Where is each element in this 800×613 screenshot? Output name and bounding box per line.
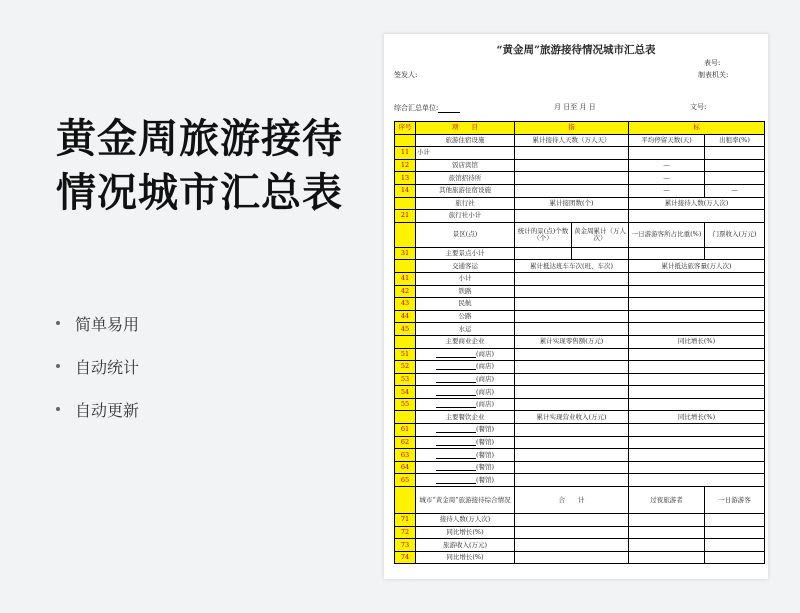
table-cell: 水运 (416, 323, 515, 336)
row-number-cell (395, 197, 416, 210)
table-cell (515, 398, 629, 411)
table-cell: 累计接待人数(万人次) (629, 197, 765, 210)
table-cell: 过夜旅游者 (629, 487, 705, 514)
table-cell (629, 436, 765, 449)
table-cell (515, 551, 629, 564)
table-cell (515, 539, 629, 552)
header-no: 序号 (395, 122, 416, 135)
row-number-cell (395, 335, 416, 348)
table-cell (515, 184, 629, 197)
table-cell: 交通客运 (416, 260, 515, 273)
section-header-row (395, 134, 765, 147)
table-cell (629, 474, 765, 487)
section-header-row (395, 335, 765, 348)
table-cell (629, 539, 705, 552)
table-cell (515, 361, 629, 374)
row-number-cell: 63 (395, 449, 416, 462)
table-cell (629, 424, 765, 437)
table-cell (629, 361, 765, 374)
table-cell (515, 247, 572, 260)
table-cell: — (705, 184, 765, 197)
table-cell: 饭店宾馆 (416, 159, 515, 172)
table-cell (629, 298, 765, 311)
header-indicator-2: 标 (629, 122, 765, 135)
feature-list (56, 312, 139, 441)
table-cell (572, 247, 629, 260)
signer-label: 签发人: (394, 71, 418, 79)
table-cell (515, 285, 629, 298)
row-number-cell: 62 (395, 436, 416, 449)
section-header-row (395, 222, 765, 247)
table-row (395, 147, 765, 160)
table-row (395, 461, 765, 474)
table-cell (705, 514, 765, 527)
feature-item (56, 398, 139, 420)
table-row (395, 474, 765, 487)
table-cell (515, 348, 629, 361)
table-cell: 主要餐饮企业 (416, 411, 515, 424)
table-row (395, 424, 765, 437)
table-row (395, 526, 765, 539)
table-cell: 景区(点) (416, 222, 515, 247)
section-header-row (395, 260, 765, 273)
row-number-cell: 42 (395, 285, 416, 298)
table-row (395, 159, 765, 172)
table-cell (515, 449, 629, 462)
form-number-label: 表号: (704, 59, 721, 67)
row-number-cell: 21 (395, 210, 416, 223)
row-number-cell (395, 411, 416, 424)
table-row (395, 323, 765, 336)
table-cell: 小计 (416, 272, 515, 285)
row-number-cell: 71 (395, 514, 416, 527)
table-cell (705, 172, 765, 185)
table-cell: 城市“黄金周”旅游接待综合情况 (416, 487, 515, 514)
table-row (395, 449, 765, 462)
doc-number-label: 文号: (690, 103, 707, 111)
table-cell (515, 373, 629, 386)
table-cell: 一日游游客 (705, 487, 765, 514)
table-cell (629, 551, 705, 564)
table-cell (515, 272, 629, 285)
table-row (395, 348, 765, 361)
feature-item (56, 312, 139, 334)
feature-label: 自动更新 (75, 400, 140, 420)
table-cell: 平均停留天数(天) (629, 134, 705, 147)
table-cell: 累计抵达班车车次(班、车次) (515, 260, 629, 273)
table-cell: 小计 (416, 147, 515, 160)
row-number-cell: 41 (395, 272, 416, 285)
page-title (56, 112, 343, 220)
table-cell: 旅行社小计 (416, 210, 515, 223)
feature-label: 简单易用 (75, 314, 140, 334)
table-row (395, 184, 765, 197)
table-cell (629, 526, 705, 539)
table-cell (629, 398, 765, 411)
row-number-cell: 13 (395, 172, 416, 185)
row-number-cell: 54 (395, 386, 416, 399)
row-number-cell: 44 (395, 310, 416, 323)
table-cell (629, 514, 705, 527)
table-cell (629, 461, 765, 474)
table-cell: (餐馆) (416, 424, 515, 437)
feature-label: 自动统计 (75, 357, 140, 377)
table-cell: (餐馆) (416, 474, 515, 487)
table-cell: 累计实现零售额(万元) (515, 335, 629, 348)
table-cell (515, 172, 629, 185)
table-cell (515, 474, 629, 487)
table-row (395, 310, 765, 323)
table-cell (515, 210, 629, 223)
table-cell: 旅行社 (416, 197, 515, 210)
section-header-row (395, 487, 765, 514)
table-row (395, 285, 765, 298)
table-cell: 累计实现营业收入(万元) (515, 411, 629, 424)
header-indicator-1: 指 (515, 122, 629, 135)
feature-item (56, 355, 139, 377)
table-cell: 累计接待人天数（万人天） (515, 134, 629, 147)
table-cell (515, 526, 629, 539)
table-cell: (商店) (416, 348, 515, 361)
table-cell: 旅游收入(万元) (416, 539, 515, 552)
table-cell (705, 159, 765, 172)
table-cell: 接待人数(万人次) (416, 514, 515, 527)
date-label: 月 日至 月 日 (554, 103, 596, 111)
summary-table (394, 121, 765, 564)
table-row (395, 172, 765, 185)
table-cell (629, 348, 765, 361)
table-row (395, 298, 765, 311)
title-line-1: 黄金周旅游接待 (56, 116, 343, 162)
table-cell (705, 247, 765, 260)
table-cell: 旅游住宿设施 (416, 134, 515, 147)
row-number-cell (395, 487, 416, 514)
document-preview (384, 34, 768, 579)
table-cell (629, 323, 765, 336)
row-number-cell (395, 260, 416, 273)
table-cell: 出租率(%) (705, 134, 765, 147)
row-number-cell: 72 (395, 526, 416, 539)
table-row (395, 551, 765, 564)
row-number-cell: 31 (395, 247, 416, 260)
table-cell: (商店) (416, 386, 515, 399)
table-cell (705, 147, 765, 160)
table-cell (629, 210, 765, 223)
table-cell: — (629, 184, 705, 197)
bullet-dot-icon (56, 407, 60, 411)
bullet-dot-icon (56, 364, 60, 368)
table-cell: (餐馆) (416, 436, 515, 449)
row-number-cell: 55 (395, 398, 416, 411)
table-cell (515, 159, 629, 172)
table-row (395, 398, 765, 411)
table-row (395, 386, 765, 399)
table-cell (629, 247, 705, 260)
table-cell: 旅馆招待所 (416, 172, 515, 185)
table-cell: 其他旅游住宿设施 (416, 184, 515, 197)
bullet-dot-icon (56, 321, 60, 325)
table-cell: 同比增长(%) (416, 526, 515, 539)
table-row (395, 436, 765, 449)
header-item: 项 目 (416, 122, 515, 135)
row-number-cell: 64 (395, 461, 416, 474)
title-line-2: 情况城市汇总表 (56, 170, 343, 216)
row-number-cell: 52 (395, 361, 416, 374)
table-header-row (395, 122, 765, 135)
authority-label: 制表机关: (698, 71, 729, 79)
table-row (395, 210, 765, 223)
table-row (395, 361, 765, 374)
table-cell (515, 310, 629, 323)
table-cell (629, 449, 765, 462)
table-cell: 统计的景(点)个数（个） (515, 222, 572, 247)
table-cell (515, 147, 629, 160)
table-row (395, 272, 765, 285)
table-cell (705, 551, 765, 564)
table-cell: — (629, 172, 705, 185)
table-row (395, 514, 765, 527)
table-cell: 民航 (416, 298, 515, 311)
table-row (395, 373, 765, 386)
table-cell: 同比增长(%) (629, 411, 765, 424)
table-cell (515, 298, 629, 311)
row-number-cell: 53 (395, 373, 416, 386)
row-number-cell: 65 (395, 474, 416, 487)
table-cell (629, 272, 765, 285)
table-cell: 主要景点小计 (416, 247, 515, 260)
table-cell: — (629, 159, 705, 172)
table-cell: (餐馆) (416, 449, 515, 462)
table-cell: 累计接团数(个) (515, 197, 629, 210)
table-row (395, 247, 765, 260)
row-number-cell: 12 (395, 159, 416, 172)
table-cell: 公路 (416, 310, 515, 323)
table-cell: 铁路 (416, 285, 515, 298)
table-cell (515, 386, 629, 399)
row-number-cell: 51 (395, 348, 416, 361)
table-cell (705, 539, 765, 552)
row-number-cell: 11 (395, 147, 416, 160)
row-number-cell: 61 (395, 424, 416, 437)
unit-label: 综合汇总单位: (394, 103, 460, 113)
table-cell: 一日游游客所占比重(%) (629, 222, 705, 247)
table-cell (629, 147, 705, 160)
table-cell: 门票收入(万元) (705, 222, 765, 247)
table-row (395, 539, 765, 552)
row-number-cell (395, 222, 416, 247)
table-cell (515, 323, 629, 336)
row-number-cell: 73 (395, 539, 416, 552)
table-cell: (商店) (416, 373, 515, 386)
table-cell (515, 514, 629, 527)
document-title: “黄金周”旅游接待情况城市汇总表 (496, 44, 656, 56)
table-cell: (餐馆) (416, 461, 515, 474)
table-cell: (商店) (416, 361, 515, 374)
row-number-cell (395, 134, 416, 147)
table-cell (629, 386, 765, 399)
table-cell (515, 461, 629, 474)
table-cell: 黄金周累计（万人次） (572, 222, 629, 247)
table-cell: (商店) (416, 398, 515, 411)
table-cell (705, 526, 765, 539)
section-header-row (395, 411, 765, 424)
table-cell: 同比增长(%) (416, 551, 515, 564)
row-number-cell: 43 (395, 298, 416, 311)
section-header-row (395, 197, 765, 210)
row-number-cell: 45 (395, 323, 416, 336)
table-cell (629, 285, 765, 298)
row-number-cell: 74 (395, 551, 416, 564)
table-cell (515, 424, 629, 437)
table-cell (515, 436, 629, 449)
table-cell (629, 373, 765, 386)
table-cell: 主要商业企业 (416, 335, 515, 348)
table-cell: 同比增长(%) (629, 335, 765, 348)
table-cell (629, 310, 765, 323)
table-cell: 合 计 (515, 487, 629, 514)
table-cell: 累计抵达旅客量(万人次) (629, 260, 765, 273)
row-number-cell: 14 (395, 184, 416, 197)
